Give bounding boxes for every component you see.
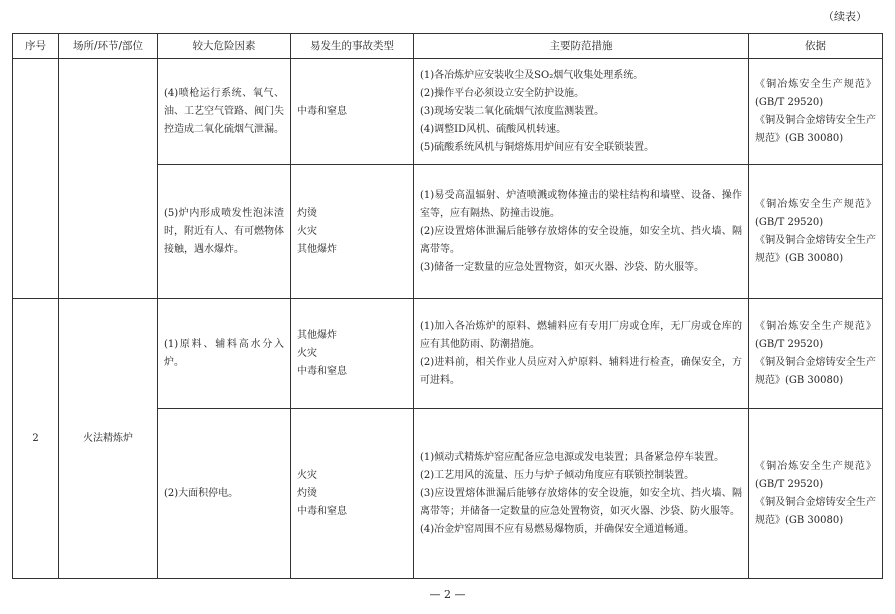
header-place: 场所/环节/部位 xyxy=(59,34,158,59)
hazard-cell: (4)喷枪运行系统、氧气、油、工艺空气管路、阀门失控造成二氧化硫烟气泄漏。 xyxy=(158,59,291,165)
measures-cell xyxy=(414,409,749,579)
accident-type: 其他爆炸 xyxy=(297,329,337,341)
header-index: 序号 xyxy=(13,34,59,59)
accident-cell xyxy=(291,165,414,299)
header-accident-type: 易发生的事故类型 xyxy=(291,34,414,59)
basis-item: 《铜及铜合金熔铸安全生产规范》(GB 30080) xyxy=(755,234,876,264)
accident-type: 火灾 xyxy=(297,225,317,237)
accident-type: 中毒和窒息 xyxy=(297,505,347,517)
measure-item: (1)易受高温辐射、炉渣喷溅或物体撞击的梁柱结构和墙壁、设备、操作室等，应有隔热、防撞击设施。 xyxy=(420,189,742,219)
hazard-cell: (2)大面积停电。 xyxy=(158,409,291,579)
basis-item: 《铜冶炼安全生产规范》(GB/T 29520) xyxy=(755,198,876,228)
measure-item: (2)工艺用风的流量、压力与炉子倾动角度应有联锁控制装置。 xyxy=(420,469,695,481)
basis-item: 《铜及铜合金熔铸安全生产规范》(GB 30080) xyxy=(755,114,876,144)
measures-cell xyxy=(414,59,749,165)
measure-item: (1)倾动式精炼炉窑应配备应急电源或发电装置；具备紧急停车装置。 xyxy=(420,451,725,463)
measure-item: (2)进料前，相关作业人员应对入炉原料、辅料进行检查，确保安全，方可进料。 xyxy=(420,356,742,386)
accident-type: 灼烫 xyxy=(297,207,317,219)
index-cell: 2 xyxy=(13,299,59,579)
measure-item: (1)各冶炼炉应安装收尘及SO₂烟气收集处理系统。 xyxy=(420,69,644,81)
measure-item: (4)调整ID风机、硫酸风机转速。 xyxy=(420,123,567,135)
header-basis: 依据 xyxy=(749,34,883,59)
basis-cell xyxy=(749,299,883,409)
basis-item: 《铜及铜合金熔铸安全生产规范》(GB 30080) xyxy=(755,496,876,526)
basis-cell xyxy=(749,59,883,165)
basis-item: 《铜冶炼安全生产规范》(GB/T 29520) xyxy=(755,78,876,108)
hazard-table xyxy=(12,33,883,579)
accident-type: 中毒和窒息 xyxy=(297,365,347,377)
basis-cell xyxy=(749,409,883,579)
basis-item: 《铜冶炼安全生产规范》(GB/T 29520) xyxy=(755,320,876,350)
table-header-row xyxy=(13,34,883,59)
header-hazard: 较大危险因素 xyxy=(158,34,291,59)
basis-item: 《铜及铜合金熔铸安全生产规范》(GB 30080) xyxy=(755,356,876,386)
accident-type: 火灾 xyxy=(297,347,317,359)
measure-item: (3)应设置熔体泄漏后能够存放熔体的安全设施，如安全坑、挡火墙、隔离带等；并储备一定数量的应急处置物资，如灭火器、沙袋、防火服等。 xyxy=(420,487,742,517)
header-measures: 主要防范措施 xyxy=(414,34,749,59)
measure-item: (1)加入各冶炼炉的原料、燃辅料应有专用厂房或仓库，无厂房或仓库的应有其他防雨、防潮措施。 xyxy=(420,320,742,350)
continued-label: （续表） xyxy=(823,10,867,23)
measure-item: (3)现场安装二氧化硫烟气浓度监测装置。 xyxy=(420,105,605,117)
measure-item: (5)硫酸系统风机与铜熔炼用炉间应有安全联锁装置。 xyxy=(420,141,655,153)
accident-type: 灼烫 xyxy=(297,487,317,499)
index-cell-empty xyxy=(13,59,59,299)
accident-type: 中毒和窒息 xyxy=(297,105,347,117)
measures-cell xyxy=(414,299,749,409)
table-row xyxy=(13,59,883,165)
accident-cell xyxy=(291,299,414,409)
accident-cell xyxy=(291,409,414,579)
measure-item: (2)应设置熔体泄漏后能够存放熔体的安全设施，如安全坑、挡火墙、隔离带等。 xyxy=(420,225,742,255)
measure-item: (3)储备一定数量的应急处置物资，如灭火器、沙袋、防火服等。 xyxy=(420,261,705,273)
basis-cell xyxy=(749,165,883,299)
basis-item: 《铜冶炼安全生产规范》(GB/T 29520) xyxy=(755,460,876,490)
accident-type: 其他爆炸 xyxy=(297,243,337,255)
place-cell: 火法精炼炉 xyxy=(59,299,158,579)
table-row xyxy=(13,299,883,409)
page-number: — 2 — xyxy=(429,588,466,601)
measures-cell xyxy=(414,165,749,299)
measure-item: (2)操作平台必须设立安全防护设施。 xyxy=(420,87,585,99)
measure-item: (4)冶金炉窑周围不应有易燃易爆物质，并确保安全通道畅通。 xyxy=(420,523,695,535)
accident-type: 火灾 xyxy=(297,469,317,481)
hazard-cell: (5)炉内形成喷发性泡沫渣时，附近有人、有可燃物体接触，遇水爆炸。 xyxy=(158,165,291,299)
place-cell-empty xyxy=(59,59,158,299)
hazard-cell: (1)原料、辅料高水分入炉。 xyxy=(158,299,291,409)
accident-cell xyxy=(291,59,414,165)
